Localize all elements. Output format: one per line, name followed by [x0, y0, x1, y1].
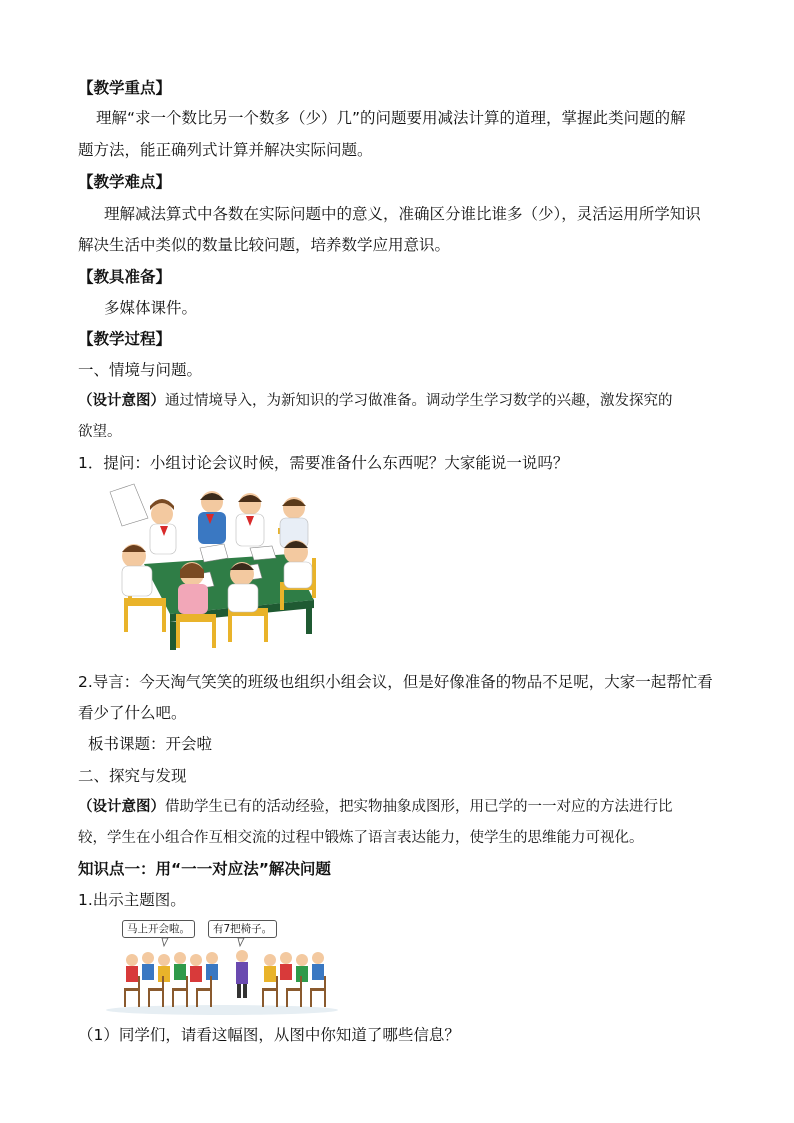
meeting-illustration: [100, 478, 332, 654]
design-intent-1-label: （设计意图）: [78, 392, 165, 409]
show-picture-text: 1.出示主题图。: [78, 891, 186, 909]
design-intent-2-line-2: 较，学生在小组合作互相交流的过程中锻炼了语言表达能力，使学生的思维能力可视化。: [78, 830, 644, 846]
theme-illustration: [104, 916, 340, 1016]
chair-row: [124, 976, 326, 1007]
question-1: 1．提问：小组讨论会议时候，需要准备什么东西呢？大家能说一说吗？: [78, 454, 569, 472]
design-intent-1-line-2: 欲望。: [78, 424, 122, 440]
speech-bubble-2: 有7把椅子。: [208, 920, 277, 938]
knowledge-point-1: 知识点一：用“一一对应法”解决问题: [78, 860, 331, 878]
design-intent-2-label: （设计意图）: [78, 798, 165, 815]
question-2-line-2: 看少了什么吧。: [78, 704, 187, 722]
focus-line-2: 题方法，能正确列式计算并解决实际问题。: [78, 141, 373, 159]
heading-difficulty: 【教学难点】: [78, 173, 172, 191]
design-intent-1-text: 通过情境导入，为新知识的学习做准备。调动学生学习数学的兴趣，激发探究的: [165, 393, 673, 409]
design-intent-1-line-1: [78, 390, 673, 412]
board-title: 板书课题：开会啦: [88, 735, 213, 753]
teacher-figure: [236, 950, 248, 998]
kids-right: [264, 952, 324, 982]
tools-text: 多媒体课件。: [104, 299, 198, 317]
focus-line-1: 理解“求一个数比另一个数多（少）几”的问题要用减法计算的道理，掌握此类问题的解: [96, 109, 686, 127]
classroom-scene: [104, 916, 340, 1016]
difficulty-line-2: 解决生活中类似的数量比较问题，培养数学应用意识。: [78, 236, 451, 254]
heading-process: 【教学过程】: [78, 330, 172, 348]
speech-bubble-1: 马上开会啦。: [122, 920, 195, 938]
sub-question-1: （1）同学们，请看这幅图，从图中你知道了哪些信息？: [78, 1026, 460, 1044]
heading-tools: 【教具准备】: [78, 268, 172, 286]
heading-focus: 【教学重点】: [78, 79, 172, 97]
design-intent-2-line-1: [78, 796, 673, 818]
difficulty-line-1: 理解减法算式中各数在实际问题中的意义，准确区分谁比谁多（少），灵活运用所学知识: [104, 205, 701, 223]
question-2-line-1: 2.导言：今天淘气笑笑的班级也组织小组会议，但是好像准备的物品不足呢，大家一起帮忙看: [78, 673, 713, 691]
design-intent-2-text: 借助学生已有的活动经验，把实物抽象成图形，用已学的一一对应的方法进行比: [165, 799, 673, 815]
section-1-title: 一、情境与问题。: [78, 361, 203, 379]
section-2-title: 二、探究与发现: [78, 767, 187, 785]
